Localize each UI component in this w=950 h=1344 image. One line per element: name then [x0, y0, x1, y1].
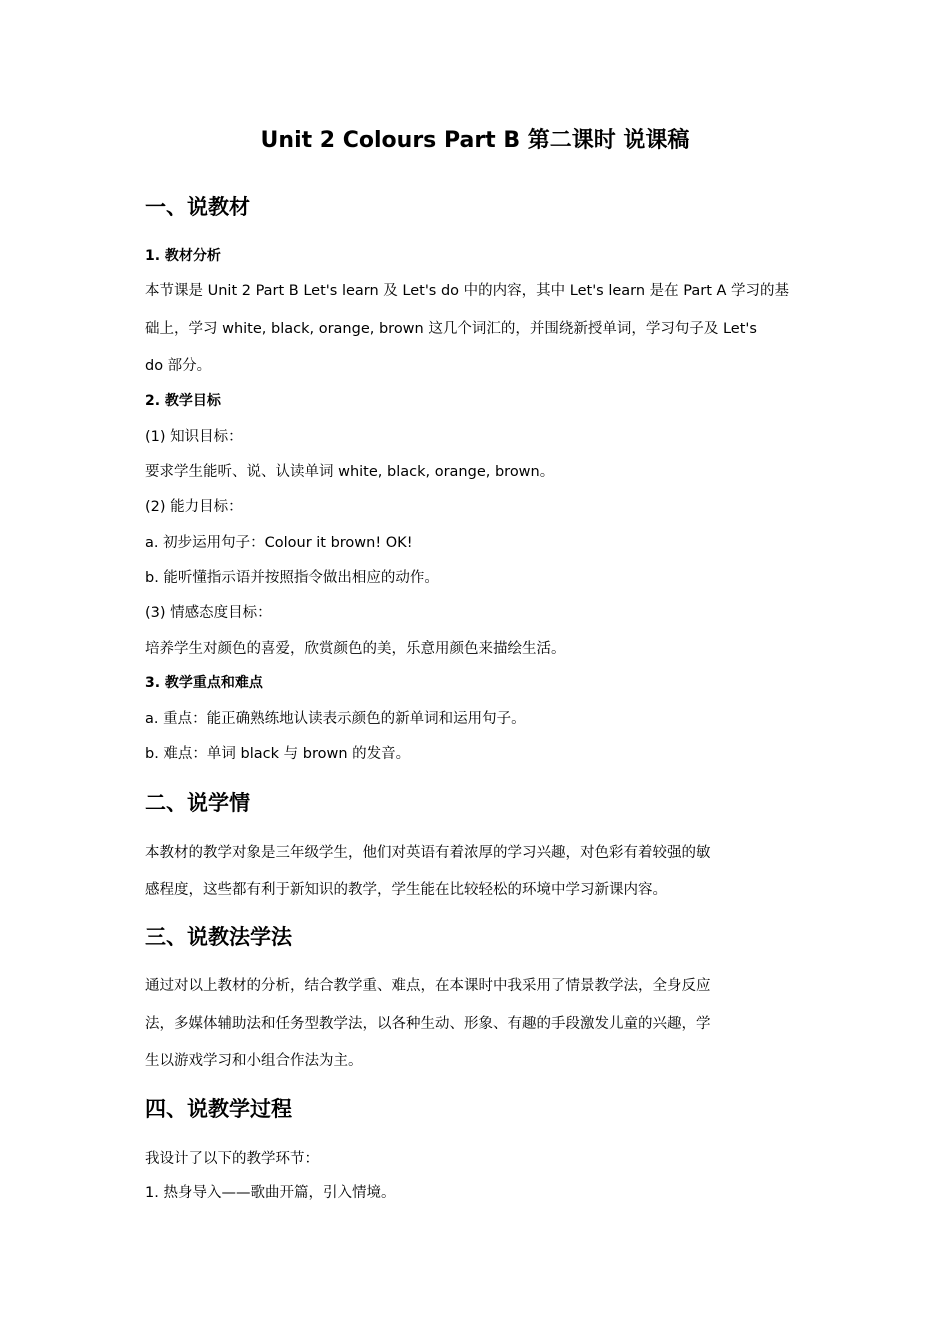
paragraph-line: 要求学生能听、说、认读单词 white, black, orange, brown。 [145, 464, 555, 480]
subheading-textbook-analysis: 1. 教材分析 [145, 248, 221, 264]
section-heading-students: 二、说学情 [145, 791, 250, 815]
paragraph-line: do 部分。 [145, 358, 212, 374]
paragraph-line: 培养学生对颜色的喜爱，欣赏颜色的美，乐意用颜色来描绘生活。 [145, 641, 566, 657]
paragraph-line: 础上，学习 white, black, orange, brown 这几个词汇的，并围绕新授单词，学习句子及 Let's [145, 321, 757, 337]
paragraph-line: 1. 热身导入——歌曲开篇，引入情境。 [145, 1185, 396, 1201]
paragraph-line: 法，多媒体辅助法和任务型教学法，以各种生动、形象、有趣的手段激发儿童的兴趣，学 [145, 1016, 711, 1032]
subheading-teaching-goals: 2. 教学目标 [145, 393, 221, 409]
paragraph-line: 本教材的教学对象是三年级学生，他们对英语有着浓厚的学习兴趣，对色彩有着较强的敏 [145, 845, 711, 861]
paragraph-line: 本节课是 Unit 2 Part B Let's learn 及 Let's do 中的内容，其中 Let's learn 是在 Part A 学习的基 [145, 283, 790, 299]
paragraph-line: (2) 能力目标： [145, 499, 243, 515]
paragraph-line: 通过对以上教材的分析，结合教学重、难点，在本课时中我采用了情景教学法，全身反应 [145, 978, 711, 994]
subheading-key-points: 3. 教学重点和难点 [145, 675, 263, 691]
section-heading-methods: 三、说教法学法 [145, 925, 292, 949]
paragraph-line: (3) 情感态度目标： [145, 605, 272, 621]
document-title: Unit 2 Colours Part B 第二课时 说课稿 [260, 128, 690, 153]
paragraph-line: (1) 知识目标： [145, 429, 243, 445]
paragraph-line: a. 初步运用句子：Colour it brown! OK! [145, 535, 413, 551]
paragraph-line: b. 难点：单词 black 与 brown 的发音。 [145, 746, 411, 762]
paragraph-line: 我设计了以下的教学环节： [145, 1151, 319, 1167]
section-heading-textbook: 一、说教材 [145, 195, 250, 219]
section-heading-process: 四、说教学过程 [145, 1097, 292, 1121]
paragraph-line: 生以游戏学习和小组合作法为主。 [145, 1053, 363, 1069]
paragraph-line: 感程度，这些都有利于新知识的教学，学生能在比较轻松的环境中学习新课内容。 [145, 882, 667, 898]
paragraph-line: a. 重点：能正确熟练地认读表示颜色的新单词和运用句子。 [145, 711, 526, 727]
paragraph-line: b. 能听懂指示语并按照指令做出相应的动作。 [145, 570, 439, 586]
